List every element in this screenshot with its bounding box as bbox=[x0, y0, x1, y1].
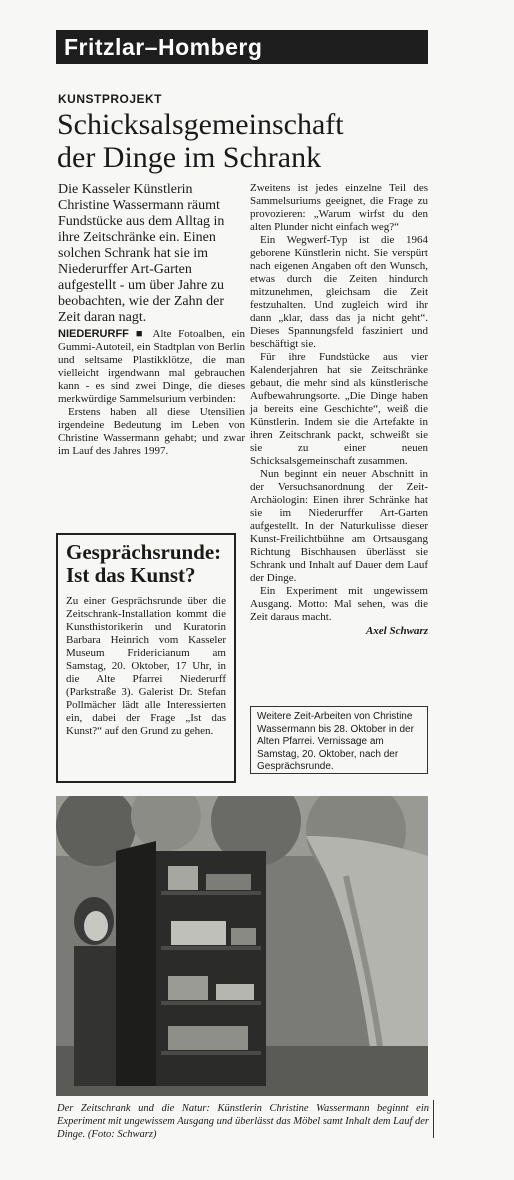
article-column-left bbox=[58, 182, 245, 458]
body-paragraph-1 bbox=[58, 328, 245, 406]
event-box-title-line-2: Ist das Kunst? bbox=[66, 563, 196, 587]
article-body-left bbox=[58, 328, 245, 458]
caption-rule bbox=[433, 1100, 434, 1138]
right-paragraph-5: Ein Experiment mit ungewissem Ausgang. Motto: Mal sehen, was die Zeit daraus macht. bbox=[250, 585, 428, 623]
photo-caption: Der Zeitschrank und die Natur: Künstlerin Christine Wassermann beginnt ein Experiment mit ungewissem Ausgang und überlässt das Möbel samt Inhalt dem Lauf der Dinge. (Foto: Schwarz) bbox=[57, 1103, 429, 1140]
info-box: Weitere Zeit-Arbeiten von Christine Wassermann bis 28. Oktober in der Alten Pfarrei. Vernissage am Samstag, 20. Oktober, nach der Gesprächsrunde. bbox=[250, 706, 428, 774]
kicker: KUNSTPROJEKT bbox=[58, 92, 163, 106]
body-paragraph-1-text: Alte Fotoalben, ein Gummi-Autoteil, ein Stadtplan von Berlin und seltsame Plastikklötze, die man vielleicht irgendwann mal gebrauchen kann - es sind zwei Dinge, die dieses merkwürdige Sammelsurium verbinden: bbox=[58, 328, 246, 405]
event-box-title-line-1: Gesprächsrunde: bbox=[66, 540, 222, 564]
dateline: NIEDERURFF ■ bbox=[58, 328, 147, 340]
author-byline: Axel Schwarz bbox=[365, 625, 428, 637]
right-paragraph-4: Nun beginnt ein neuer Abschnitt in der Versuchsanordnung der Zeit-Archäologin: Einen ihrer Schränke hat sie im Niederurffer Art-Garten aufgestellt. In der Naturkulisse dieser Kunst-Freilichtbühne am Ortsausgang Richtung Bischhausen überlässt sie Schrank und Inhalt auf Dauer dem Lauf der Dinge. bbox=[250, 468, 428, 584]
right-paragraph-3: Für ihre Fundstücke aus vier Kalenderjahren hat sie Zeitschränke gebaut, die mehr sind als künstlerische Aufbewahrungsorte. „Die Dinge haben ja bereits eine Geschichte“, weiß die Künstlerin. Indem sie die Artefakte in ihren Zeitschrank packt, schweißt sie sie zu einer neuen Schicksalsgemeinschaft zusammen. bbox=[250, 351, 428, 467]
article-photo bbox=[56, 796, 428, 1096]
headline bbox=[57, 108, 437, 174]
headline-line-1: Schicksalsgemeinschaft bbox=[57, 108, 344, 141]
body-paragraph-2: Erstens haben all diese Utensilien irgendeine Bedeutung im Leben von Christine Wassermann gehabt; und zwar im Lauf des Jahres 1997. bbox=[58, 406, 245, 457]
event-box bbox=[56, 533, 236, 783]
article-column-right bbox=[250, 182, 428, 638]
right-paragraph-2: Ein Wegwerf-Typ ist die 1964 geborene Künstlerin nicht. Sie verspürt nach eigenen Angaben oft den Wunsch, etwas durch die Zeiten hindurch mitzunehmen, gleichsam die Zeit festzuhalten. Und zugleich wird ihr dann „klar, dass das ja nicht geht“. Dieses Spannungsfeld fasziniert und beschäftigt sie. bbox=[250, 234, 428, 350]
event-box-title bbox=[66, 541, 226, 587]
right-paragraph-1: Zweitens ist jedes einzelne Teil des Sammelsuriums geeignet, die Frage zu provozieren: „Warum wirfst du den alten Plunder nicht einfach weg?“ bbox=[250, 182, 428, 233]
headline-line-2: der Dinge im Schrank bbox=[57, 141, 322, 174]
lead-paragraph: Die Kasseler Künstlerin Christine Wassermann räumt Fundstücke aus dem Alltag in ihre Zeitschränke ein. Einen solchen Schrank hat sie im Niederurffer Art-Garten aufgestellt - um über Jahre zu beobachten, wie der Zahn der Zeit daran nagt. bbox=[58, 182, 225, 325]
photo-cabinet-in-garden bbox=[56, 796, 428, 1096]
section-header: Fritzlar–Homberg bbox=[56, 30, 428, 64]
event-box-text: Zu einer Gesprächsrunde über die Zeitschrank-Installation kommt die Kunsthistorikerin und Kuratorin Barbara Heinrich vom Kasseler Museum Fridericianum am Samstag, 20. Oktober, 17 Uhr, in die Alte Pfarrei Niederurff (Parkstraße 3). Galerist Dr. Stefan Pollmächer lädt alle Interessierten ein, dabei der Frage „Ist das Kunst?“ auf den Grund zu gehen. bbox=[66, 595, 226, 737]
